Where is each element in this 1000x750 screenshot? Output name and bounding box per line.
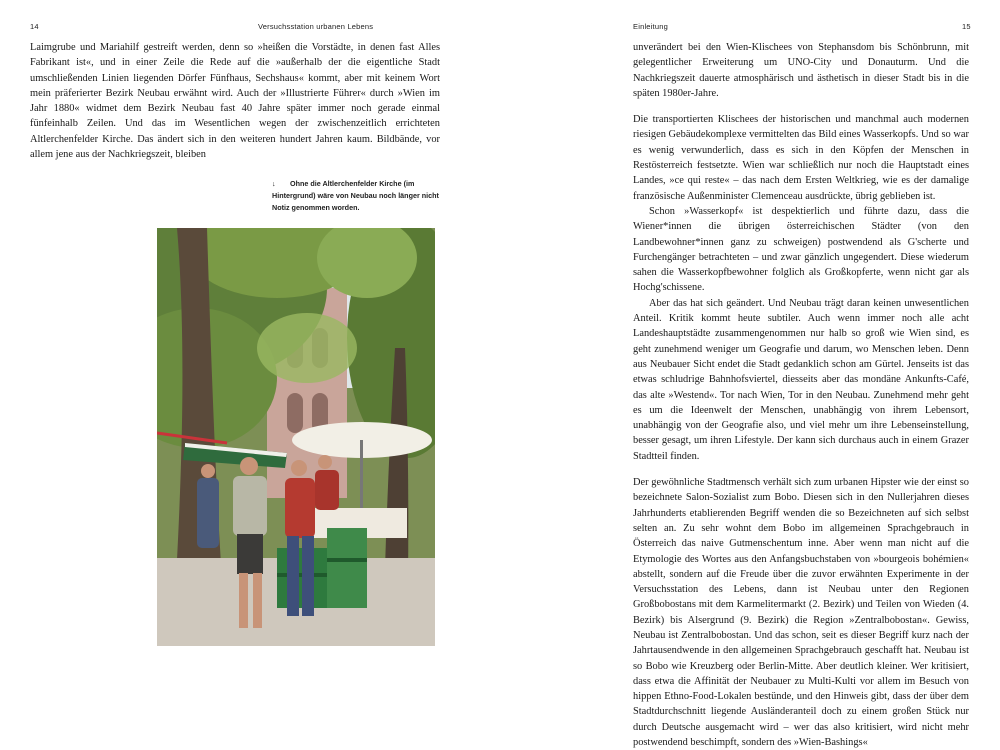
down-arrow-icon: ↓ (272, 179, 276, 188)
left-page-number: 14 (30, 22, 39, 31)
caption-text: Ohne die Altlerchenfelder Kirche (im Hintergrund) wäre von Neubau noch länger nicht Notiz genommen worden. (272, 179, 439, 212)
left-running-head: Versuchsstation urbanen Lebens (258, 22, 374, 31)
market-photo (157, 228, 435, 646)
right-paragraph: Aber das hat sich geändert. Und Neubau trägt daran keinen unwesentlichen Anteil. Kritik kommt heute subtiler. Auch wenn immer noch alle acht Landeshauptstädte zusammengenommen nur halb so groß wie Wien sind, es geht zunehmend weniger um Geografie und darum, wo Menschen leben. Denn aus Neubauer Sicht endet die Stadt gedanklich schon am Gürtel. Jenseits ist das etwas schludrige Bahnhofsviertel, diesseits aber das mondäne Ankunfts-Café, das alte »Westend«. Tor nach Wien, Tor in den Neubau. Zunehmend mehr geht es um die Ideenwelt der Menschen, unabhängig von ihrem Lebensort, unabhängig von der Geografie also, und viel mehr um ihre Lebenseinstellung, besser gesagt, um ihren Lifestyle. Der kann sich durchaus auch in einem Grazer Stadtteil finden. (633, 297, 969, 462)
right-body-text (633, 40, 969, 750)
left-body-text (30, 40, 440, 162)
market-photo-illustration (157, 228, 435, 646)
right-paragraph: Schon »Wasserkopf« ist despektierlich und führte dazu, dass die Wiener*innen die übrigen österreichischen Städter (von den Landbewohner*innen ganz zu schweigen) postwendend als G'scherte und Furchengänger betrachteten – und zwar gänzlich ungegendert. Diese wiederum sahen die Wasserkopfbewohner folglich als Großkopferte, wenn nicht gar als Hochg'schissene. (633, 205, 969, 294)
photo-caption (272, 178, 442, 213)
right-paragraph: unverändert bei den Wien-Klischees von Stephansdom bis Schönbrunn, mit gelegentlicher Erweiterung um UNO-City und Donauturm. Und die Nachkriegszeit dauerte atmosphärisch und ästhetisch in dieser Stadt bis in die späten 1980er-Jahre. (633, 42, 969, 99)
right-paragraph: Der gewöhnliche Stadtmensch verhält sich zum urbanen Hipster wie der einst so bezeichnete Salon-Sozialist zum Bobo. Diesen sich in den Nullerjahren dieses Jahrhunderts etablierenden Begriff wenden die so Bezeichneten auf sich selbst selten an. Zu sehr wohnt dem Bobo im allgemeinen Sprachgebrauch in Österreich das naive Gutmenschentum inne. Aber wenn man nicht auf die Etymologie des Wortes aus den Anfangsbuchstaben von »bourgeois bohémien« abstellt, sondern auf die Freude über die zuvor erwähnten Experimente in der Versuchsstation des Lebens, dann ist Neubau unter den Regionen Großbobostans mit dem Karmelitermarkt (2. Bezirk) und Teilen von Wieden (4. Bezirk) bis Alsergrund (9. Bezirk) die Region »Zentralbobostan«. Gewiss, Neubau ist Zentralbobostan. Und das schon, seit es dieser Begriff kurz nach der Jahrtausendwende in den allgemeinen Sprachgebrauch geschafft hat. Neubau ist so Bobo wie Kreuzberg oder Berlin-Mitte. Aber deutlich kleiner. Wer kritisiert, dass etwa die Affinität der Neubauer zu Multi-Kulti vor allem im Besuch von hippen Ethno-Food-Lokalen bestünde, und den Hinweis gibt, dass der über dem Stadtdurchschnitt liegende Ausländeranteil doch zu einem großen Stück nur durch Deutsche ausgemacht wird – wer das also kritisiert, wird nicht mehr postwendend beschimpft, sondern des »Wien-Bashings« (633, 477, 969, 749)
left-paragraph: Laimgrube und Mariahilf gestreift werden, denn so »heißen die Vorstädte, in denen fast Alles Fabrikant ist«, und in einer Zeile die Rede auf die »außerhalb der die eigentliche Stadt umschließenden Linien liegenden Dörfer Fünfhaus, Sechshaus« kommt, aber mit keinem Wort mein präferierter Bezirk Neubau erwähnt wird. Auch der »Illustrierte Führer« durch »Wien im Jahr 1880« widmet dem Bezirk Neubau fast 40 Jahre später immer noch gerade einmal fünfeinhalb Zeilen. Und das im Wesentlichen wegen der zwischenzeitlich errichteten Altlerchenfelder Kirche. Das ändert sich in den weiteren hundert Jahren kaum. Bildbände, vor allem jene aus der Nachkriegszeit, bleiben (30, 42, 440, 161)
right-page (500, 0, 1000, 749)
right-page-number: 15 (962, 22, 971, 31)
left-page (0, 0, 500, 675)
right-paragraph: Die transportierten Klischees der historischen und manchmal auch modernen riesigen Gebäudekomplexe vermittelten das Bild eines Wasserkopfs. Und so war es wenig verwunderlich, dass es sich in den Köpfen der Menschen in Restösterreich festsetzte. Wien war schließlich nur noch die Hauptstadt eines Landes, »ce qui reste« – das nach dem Ersten Weltkrieg, wie es der damalige französische Außenminister Clemenceau ausdrückte, übrig geblieben ist. (633, 114, 969, 202)
right-running-head: Einleitung (633, 22, 668, 31)
